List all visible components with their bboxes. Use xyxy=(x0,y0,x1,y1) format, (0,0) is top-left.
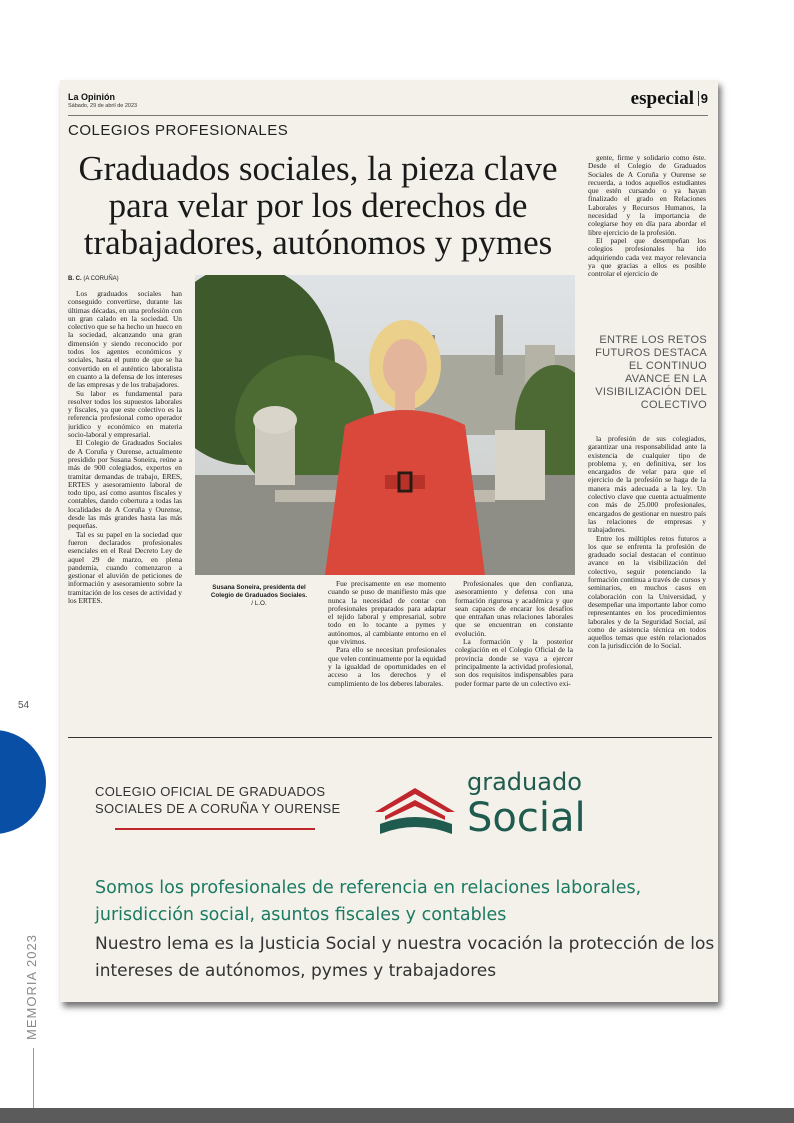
ad-red-underline xyxy=(115,828,315,830)
side-divider xyxy=(33,1048,34,1108)
logo-line-1 xyxy=(467,770,582,794)
side-label: MEMORIA 2023 xyxy=(24,934,39,1040)
paragraph: Los graduados sociales han conseguido convertirse, durante las últimas décadas, en una profesión con un gran calado en la sociedad. Un colectivo que se ha hecho un hueco en la sociedad, alcanzando una gran dimensión y siendo reconocido por todos los agentes económicos y sociales, hasta el punto de que se ha convertido en el auténtico laboralista en cuanto a la defensa de los intereses de las empresas y de los trabajadores. xyxy=(68,290,182,390)
pull-quote: ENTRE LOS RETOS FUTUROS DESTACA EL CONTINUO AVANCE EN LA VISIBILIZACIÓN DEL COLECTIVO xyxy=(595,334,707,411)
org-line-2: SOCIALES DE A CORUÑA Y OURENSE xyxy=(95,801,341,816)
paragraph: Profesionales que den confianza, asesoramiento y defensa con una formación rigurosa y académica y que sean capaces de encarar los desafíos que entrañan unas relaciones laborales que se encuentran en constante evolución. xyxy=(455,580,573,638)
newspaper-page-number: 9 xyxy=(698,91,708,106)
article-column-3 xyxy=(455,580,573,730)
logo-word-2: ocial xyxy=(492,795,586,841)
article-column-4-bottom xyxy=(588,435,706,730)
ad-divider xyxy=(68,737,712,738)
logo-line-2 xyxy=(467,795,586,841)
paragraph: Fue precisamente en ese momento cuando se puso de manifiesto más que nunca la necesidad de contar con profesionales preparados para adaptar el tejido laboral y empresarial, sobre todo en lo tocante a pymes y autónomos, al cambiante entorno en el que vivimos. xyxy=(328,580,446,647)
org-line-1: COLEGIO OFICIAL DE GRADUADOS xyxy=(95,784,326,799)
paragraph: El Colegio de Graduados Sociales de A Coruña y Ourense, actualmente presidido por Susana Soneira, reúne a más de 900 colegiados, expertos en tramitar demandas de trabajo, ERES, ERTES y asesoramiento laboral de todo tipo, así como asuntos fiscales y contables, dando cobertura a todas las localidades de A Coruña y Ourense, desde las más grandes hasta las más pequeñas. xyxy=(68,438,182,531)
article-photo xyxy=(195,275,575,575)
article-column-4-top xyxy=(588,154,706,324)
graduado-social-logo-icon xyxy=(370,780,460,840)
caption-text: Susana Soneira, presidenta del Colegio de Graduados Sociales. xyxy=(210,584,308,599)
footer-bar xyxy=(0,1108,794,1123)
logo-initial-s: S xyxy=(467,795,493,841)
paragraph: gente, firme y solidario como éste. Desde el Colegio de Graduados Sociales de A Coruña y Ourense se recuerda, a todos aquellos estudiantes que estén cursando o ya hayan finalizado el grado en Relaciones Laborales y Recursos Humanos, la necesidad y la importancia de colegiarse hoy en día para abordar el libre ejercicio de la profesión. xyxy=(588,154,706,237)
ad-slogan-secondary: Nuestro lema es la Justicia Social y nuestra vocación la protección de los intereses de autónomos, pymes y trabajadores xyxy=(95,934,715,981)
article-column-1 xyxy=(68,290,182,730)
photo-credit: / L.O. xyxy=(251,600,267,607)
photo-illustration xyxy=(195,275,575,575)
newspaper-date: Sábado, 29 de abril de 2023 xyxy=(68,103,138,109)
article-byline xyxy=(68,276,119,282)
newspaper-name: La Opinión xyxy=(68,92,115,102)
logo-word-1: raduado xyxy=(482,768,582,796)
supplement-name: especial xyxy=(630,88,694,109)
logo-initial-g: g xyxy=(467,768,483,796)
byline-place: (A CORUÑA) xyxy=(83,276,119,282)
paragraph: Para ello se necesitan profesionales que velen continuamente por la equidad y la igualdad de oportunidades en el acceso a los derechos y el cumplimiento de los deberes laborales. xyxy=(328,645,446,688)
paragraph: El papel que desempeñan los colegios profesionales ha ido adquiriendo cada vez mayor relevancia ya que gracias a ellos es posible controlar el ejercicio de xyxy=(588,235,706,279)
paragraph: Tal es su papel en la sociedad que fueron declarados profesionales esenciales en el Real Decreto Ley de aquel 29 de marzo, en plena pandemia, cuando comenzaron a gestionar el aluvión de peticiones de información y asesoramiento sobre la tramitación de los ceses de actividad y los ERTES. xyxy=(68,529,182,605)
ad-organization-name xyxy=(95,783,341,817)
paragraph: Entre los múltiples retos futuros a los que se enfrenta la profesión de graduado social destacan el continuo avance en la visibilización del colectivo, seguir potenciando la formación continua a través de cursos y seminarios, en muchos casos en colaboración con la Universidad, y desempeñar una importante labor como representantes en los procedimientos laborales y de la Seguridad Social, así como de asistencia técnica en todos aquellos temas que estén relacionados con la jurisdicción de lo Social. xyxy=(588,533,706,651)
section-title: COLEGIOS PROFESIONALES xyxy=(68,122,289,139)
byline-author: B. C. xyxy=(68,276,82,282)
ad-slogan-primary: Somos los profesionales de referencia en relaciones laborales, jurisdicción social, asuntos fiscales y contables xyxy=(95,878,642,925)
newspaper-header xyxy=(68,86,708,116)
photo-caption xyxy=(200,584,318,608)
decorative-blue-circle xyxy=(0,730,46,834)
page-number: 54 xyxy=(18,700,30,711)
newspaper-clipping xyxy=(60,80,718,1002)
paragraph: Su labor es fundamental para resolver todos los supuestos laborales y fiscales, ya que este colectivo es la referencia profesional como operador jurídico y económico en materia socio-laboral y empresarial. xyxy=(68,388,182,440)
article-column-2 xyxy=(328,580,446,730)
article-headline: Graduados sociales, la pieza clave para velar por los derechos de trabajadores, autónomos y pymes xyxy=(78,149,558,262)
paragraph: La formación y la posterior colegiación en el Colegio Oficial de la provincia donde se vaya a ejercer principalmente la actividad profesional, son dos requisitos indispensables para poder formar parte de un colectivo exi- xyxy=(455,637,573,688)
paragraph: la profesión de sus colegiados, garantizar una responsabilidad ante la existencia de cualquier tipo de problema y, en definitiva, ser los encargados de velar para que el ejercicio de la profesión se haga de la manera más adecuada a la ley. Un colectivo clave que cuenta actualmente con más de 25.000 profesionales, encargados de gestionar en nuestro país las relaciones de empresas y trabajadores. xyxy=(588,435,706,535)
